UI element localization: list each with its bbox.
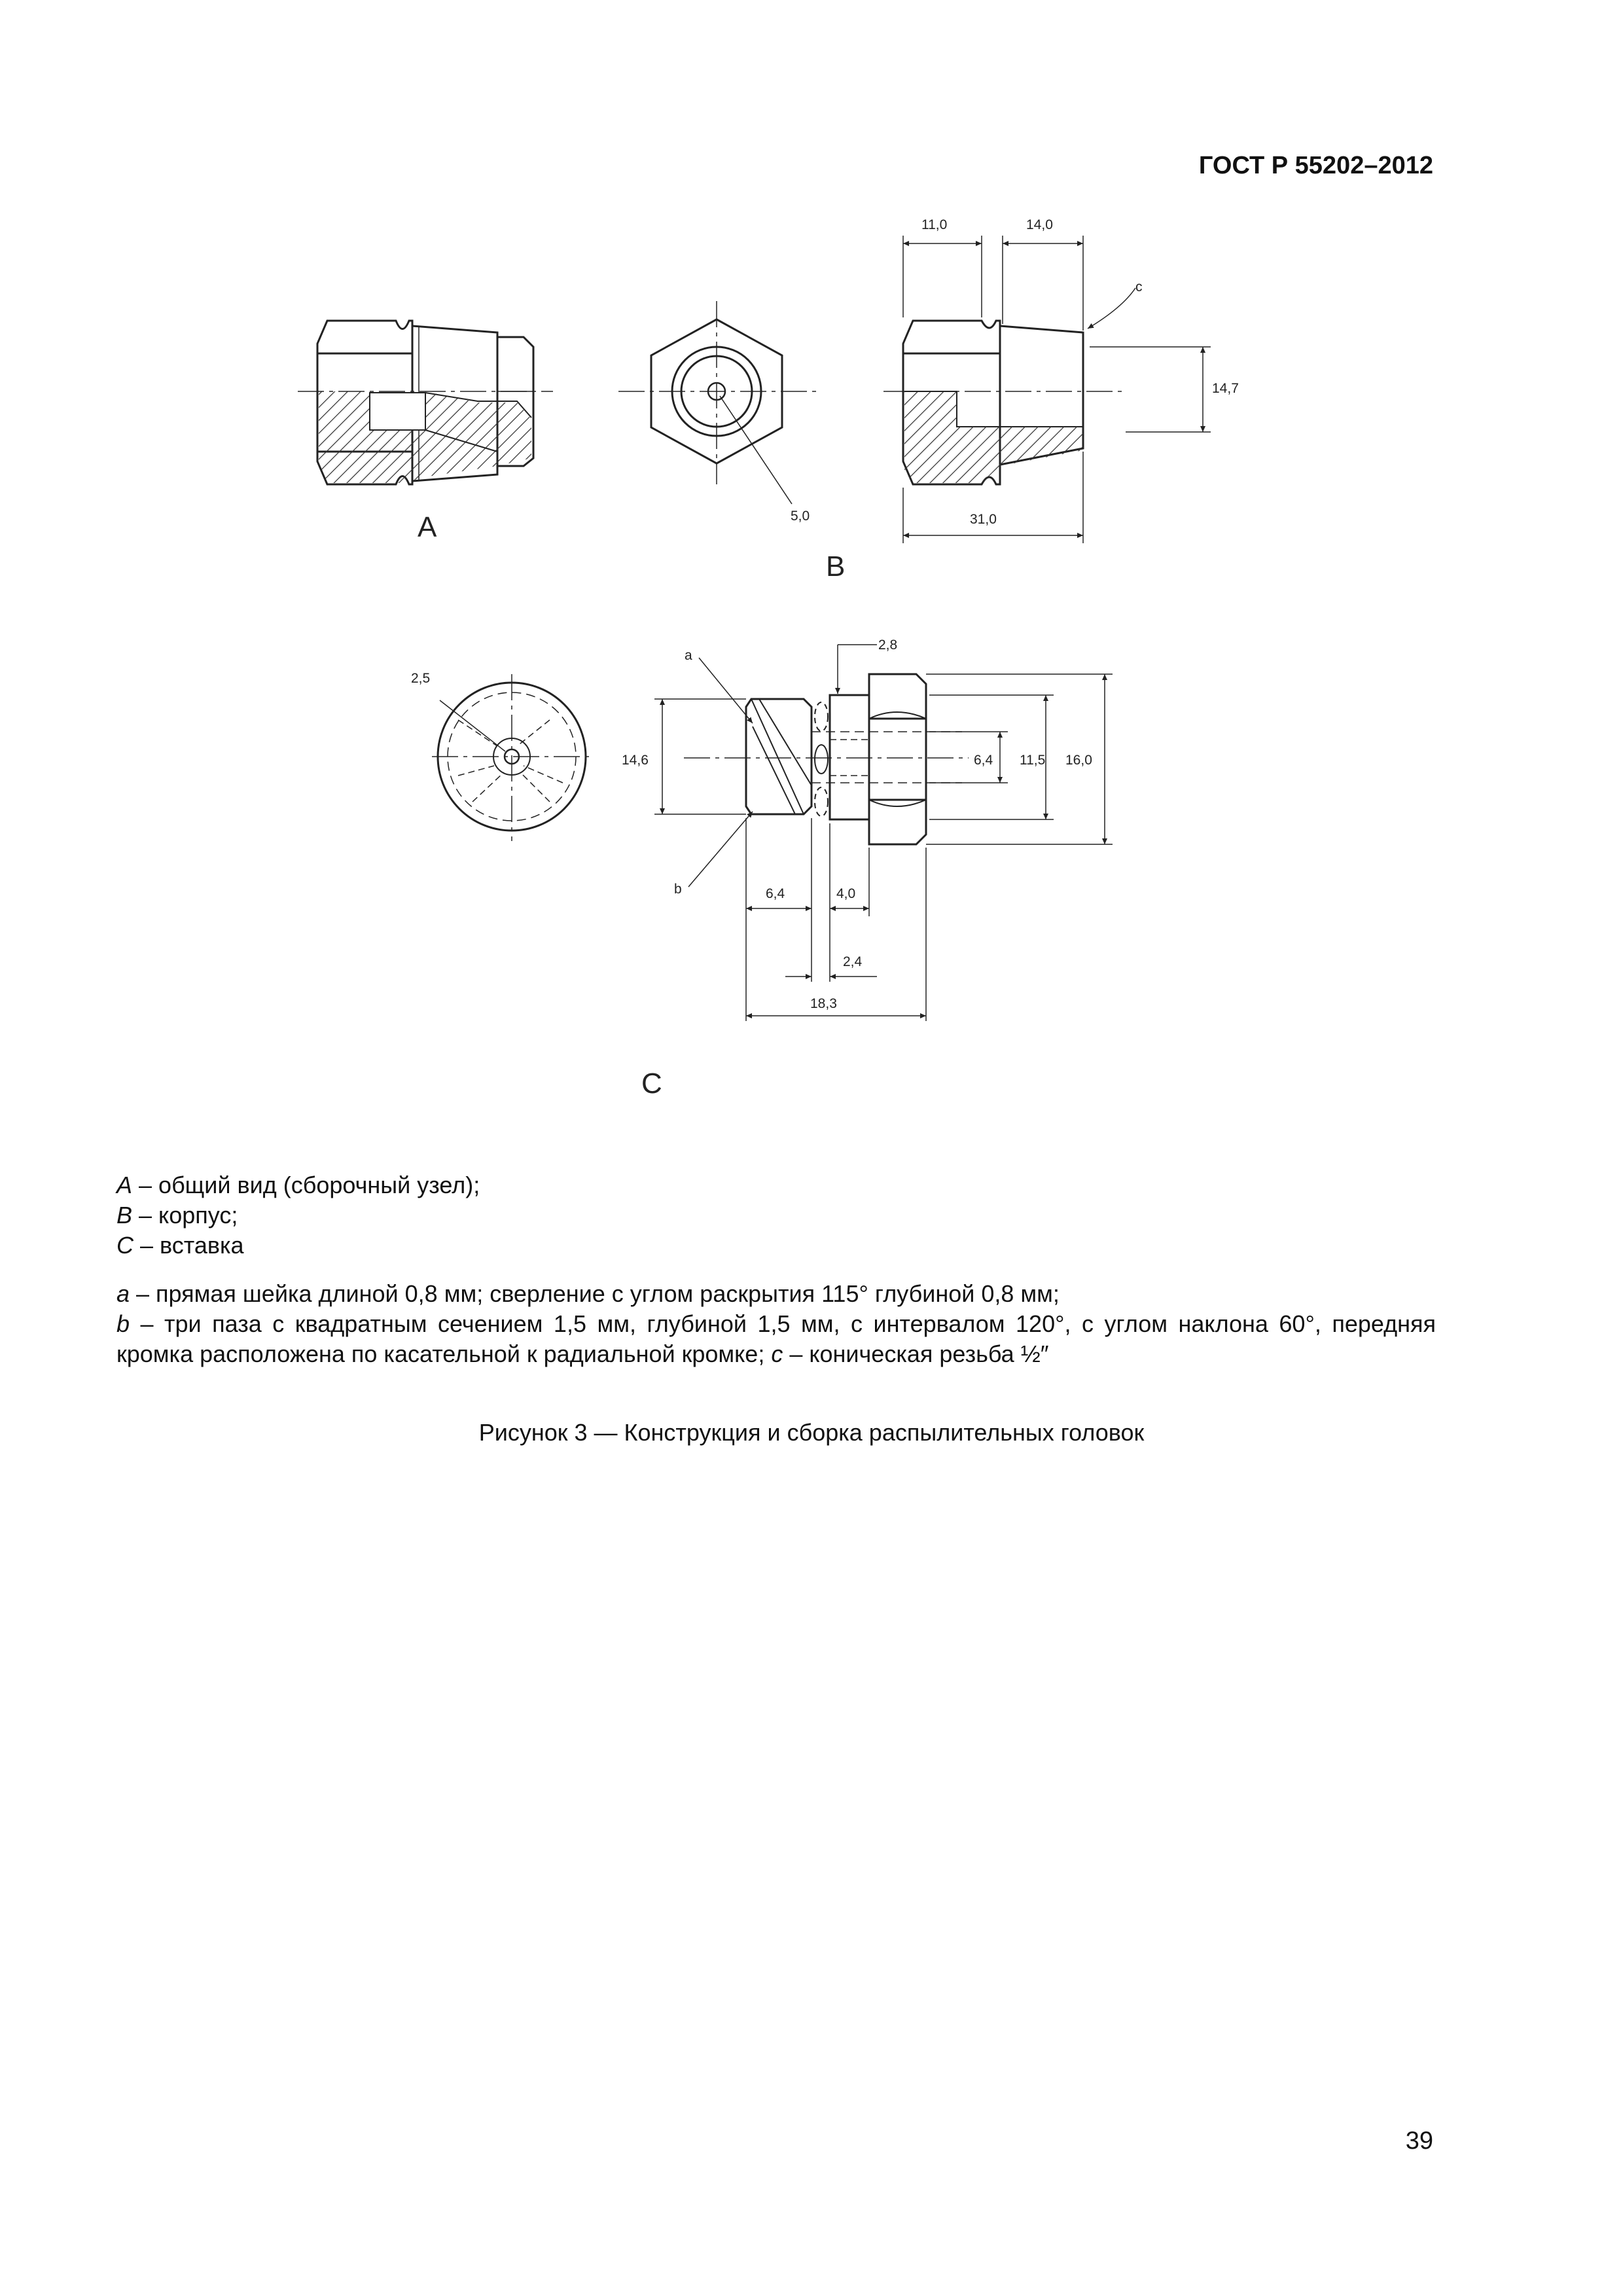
legend-view-c: C – вставка [116,1232,244,1259]
dim-b-len-front: 11,0 [921,217,948,232]
dim-c-face-bore: 2,5 [411,671,431,686]
view-b-dimensions [903,236,1211,543]
dim-c-outer: 16,0 [1065,753,1092,768]
dim-c-len-b: 4,0 [836,886,856,901]
dim-c-len-c: 2,4 [843,954,863,969]
dim-c-inner: 6,4 [974,753,993,768]
dim-c-len-a: 6,4 [766,886,785,901]
dim-c-diameter: 14,6 [622,753,649,768]
dim-b-len-thread: 14,0 [1026,217,1053,232]
figure-legend [116,1170,1436,1369]
legend-view-a: A – общий вид (сборочный узел); [116,1172,480,1198]
legend-view-b: B – корпус; [116,1202,238,1229]
dim-b-bore: 5,0 [791,509,810,524]
legend-note-a: a – прямая шейка длиной 0,8 мм; сверление с углом раскрытия 115° глубиной 0,8 мм; [116,1280,1060,1307]
dim-c-total: 18,3 [810,996,837,1011]
dim-b-total-length: 31,0 [970,512,997,527]
dim-c-mid: 11,5 [1020,753,1046,768]
legend-note-b-c: b – три паза с квадратным сечением 1,5 мм, глубиной 1,5 мм, с интервалом 120°, с углом наклона 60°, передняя кромка расположена по касательной к радиальной кромке; c – коническая резьба ½″ [116,1310,1436,1367]
view-label-b: B [826,550,846,583]
callout-c: c [1135,279,1143,295]
view-label-c: C [641,1067,662,1100]
figure-caption: Рисунок 3 — Конструкция и сборка распылительных головок [478,1419,1145,1446]
view-c-dimensions [654,645,1113,1021]
dim-b-half-height: 14,7 [1212,381,1239,396]
dim-c-slot: 2,8 [878,637,898,653]
page-number: 39 [1405,2127,1433,2155]
view-b-end-view [618,301,818,504]
view-c-end-view [432,674,592,841]
callout-b: b [674,882,682,897]
view-c-insert-side [684,674,969,844]
callout-a: a [685,648,692,663]
view-b-body-section [883,321,1126,484]
document-code: ГОСТ Р 55202–2012 [1198,152,1433,179]
view-a-assembly [298,321,553,484]
view-label-a: A [418,511,437,543]
